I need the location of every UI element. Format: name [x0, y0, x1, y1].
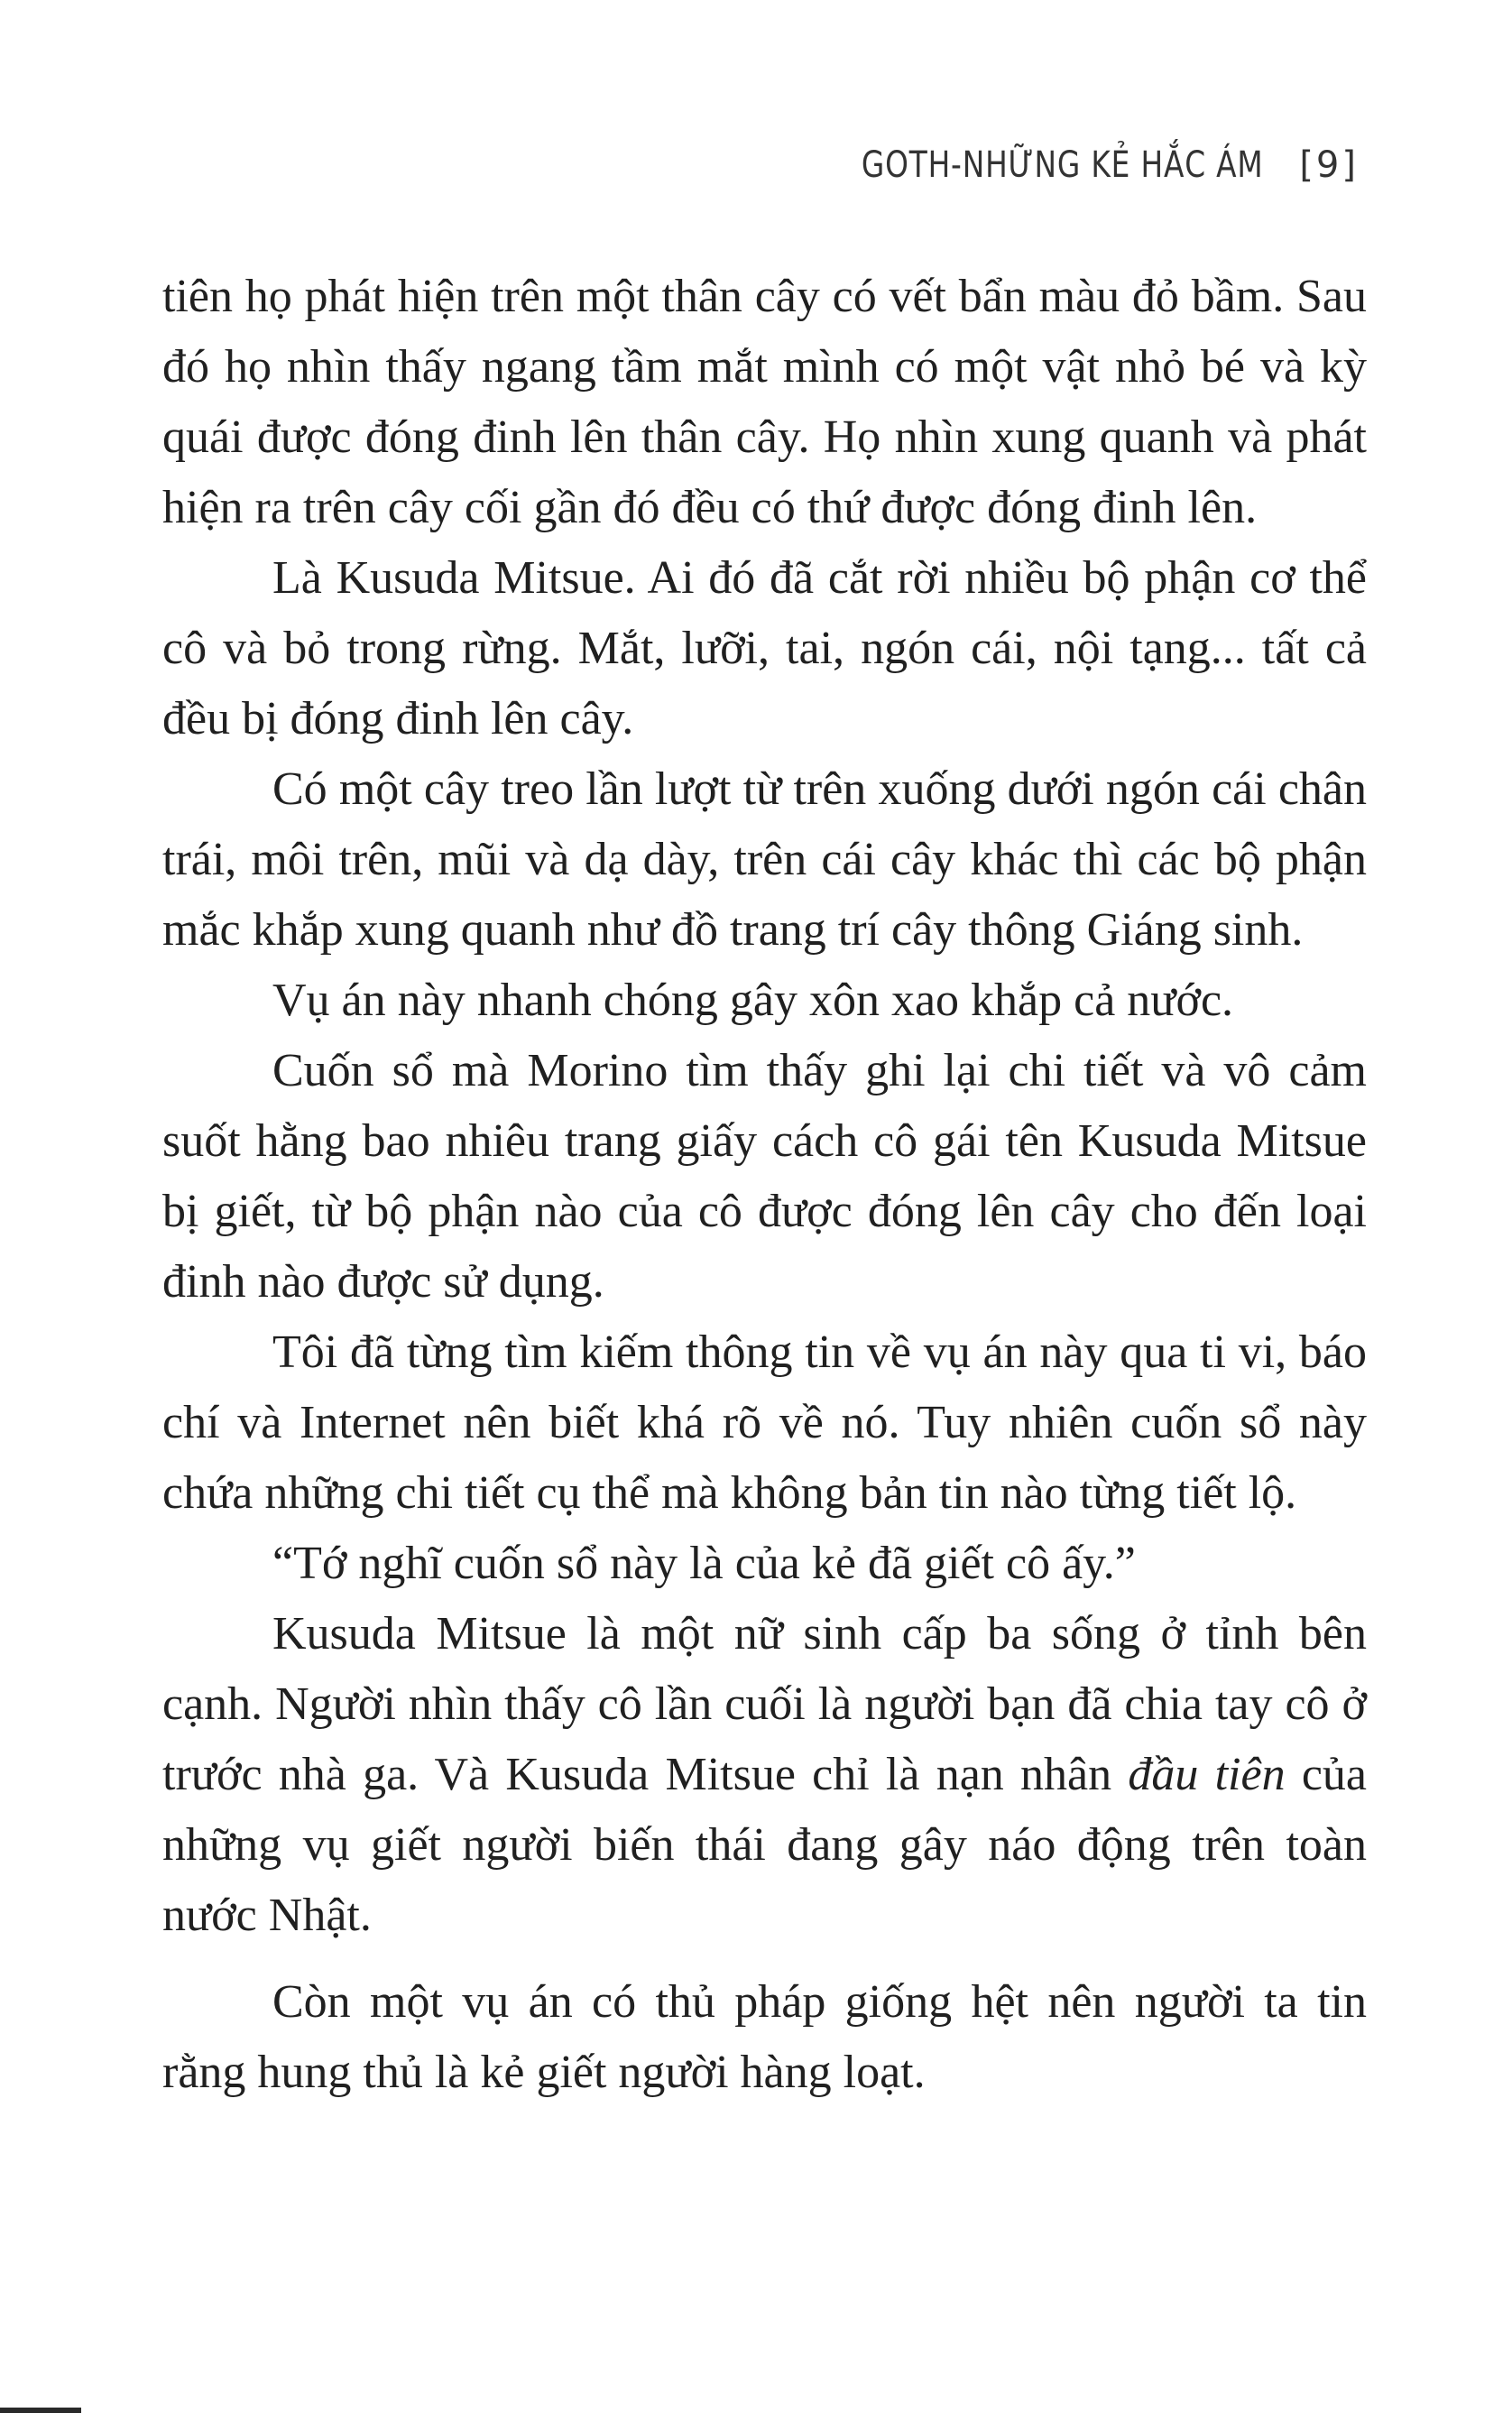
- paragraph-8-start: Kusuda Mitsue là một nữ sinh cấp ba sống ở tỉnh bên cạnh. Người nhìn thấy cô lần cuối là người bạn đã chia tay cô ở trước nhà ga. Và Kusuda Mitsue chỉ là nạn nhân: [162, 1608, 1367, 1800]
- paragraph-3: Có một cây treo lần lượt từ trên xuống dưới ngón cái chân trái, môi trên, mũi và dạ dày, trên cái cây khác thì các bộ phận mắc khắp xung quanh như đồ trang trí cây thông Giáng sinh.: [162, 763, 1367, 956]
- page-number: [9]: [1299, 144, 1359, 186]
- paragraph-8-emphasis: đầu tiên: [1128, 1749, 1286, 1800]
- paragraph-2: Là Kusuda Mitsue. Ai đó đã cắt rời nhiều bộ phận cơ thể cô và bỏ trong rừng. Mắt, lưỡi, tai, ngón cái, nội tạng... tất cả đều bị đóng đinh lên cây.: [162, 552, 1367, 744]
- header-title: GOTH-NHỮNG KẺ HẮC ÁM: [861, 144, 1264, 186]
- running-header: [773, 144, 1359, 186]
- body-text: [162, 262, 1367, 2108]
- paragraph-1: tiên họ phát hiện trên một thân cây có vết bẩn màu đỏ bầm. Sau đó họ nhìn thấy ngang tầm mắt mình có một vật nhỏ bé và kỳ quái được đóng đinh lên thân cây. Họ nhìn xung quanh và phát hiện ra trên cây cối gần đó đều có thứ được đóng đinh lên.: [162, 271, 1367, 533]
- paragraph-7: “Tớ nghĩ cuốn sổ này là của kẻ đã giết cô ấy.”: [272, 1538, 1136, 1589]
- page-edge-mark: [0, 2408, 81, 2413]
- paragraph-8-end: của những vụ giết người biến thái đang gây náo động trên toàn nước Nhật.: [162, 1749, 1367, 1941]
- paragraph-5: Cuốn sổ mà Morino tìm thấy ghi lại chi tiết và vô cảm suốt hằng bao nhiêu trang giấy cách cô gái tên Kusuda Mitsue bị giết, từ bộ phận nào của cô được đóng lên cây cho đến loại đinh nào được sử dụng.: [162, 1045, 1367, 1308]
- paragraph-8: [162, 1599, 1367, 1951]
- paragraph-4: Vụ án này nhanh chóng gây xôn xao khắp cả nước.: [272, 975, 1234, 1026]
- paragraph-6: Tôi đã từng tìm kiếm thông tin về vụ án này qua ti vi, báo chí và Internet nên biết khá rõ về nó. Tuy nhiên cuốn sổ này chứa những chi tiết cụ thể mà không bản tin nào từng tiết lộ.: [162, 1327, 1367, 1519]
- paragraph-9: Còn một vụ án có thủ pháp giống hệt nên người ta tin rằng hung thủ là kẻ giết người hàng loạt.: [162, 1976, 1367, 2098]
